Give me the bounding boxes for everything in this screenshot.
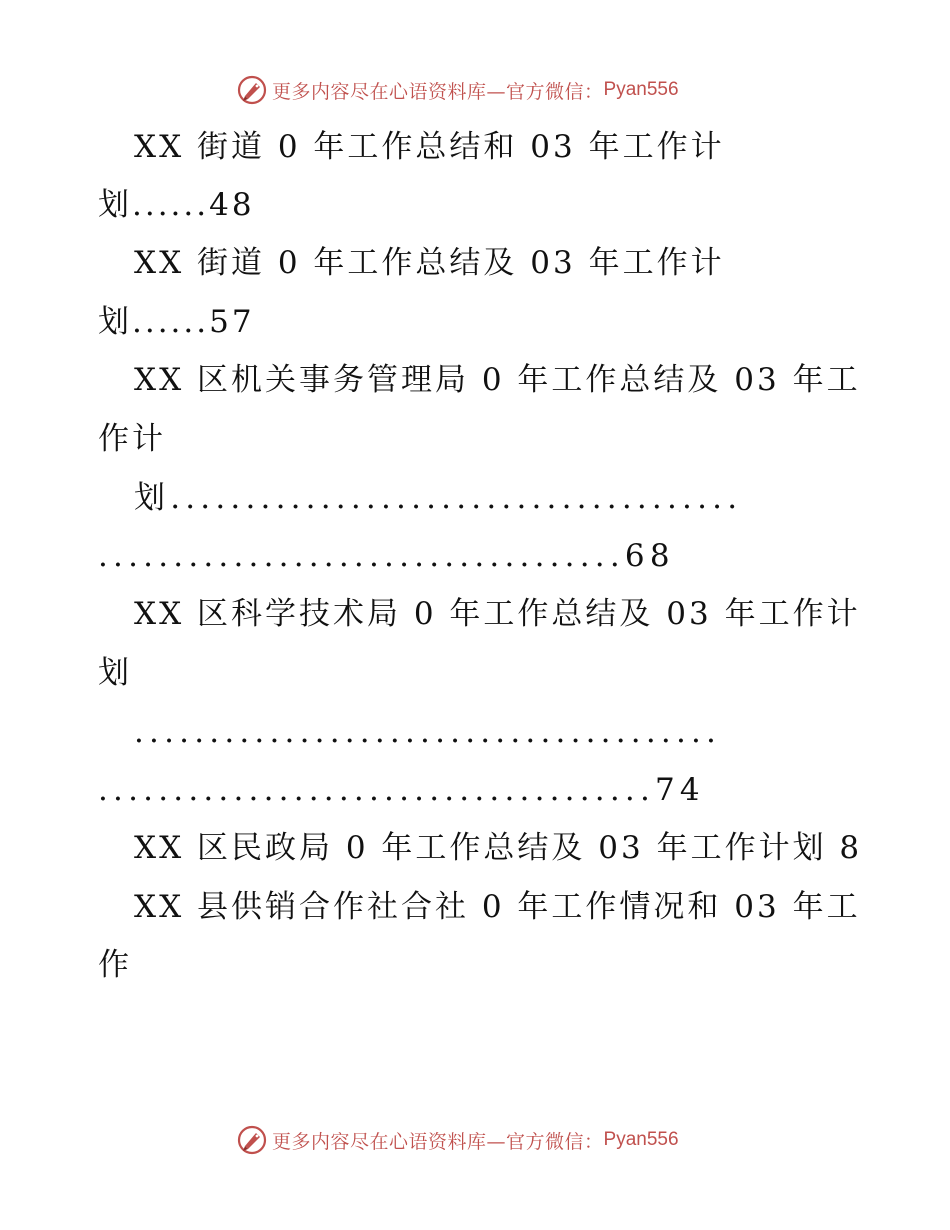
footer-watermark bbox=[236, 1122, 679, 1158]
toc-entry: XX 街道 0 年工作总结和 03 年工作计 bbox=[134, 129, 725, 165]
pen-nib-logo-icon bbox=[236, 74, 268, 106]
watermark-handle: Pyan556 bbox=[603, 1129, 679, 1150]
watermark-handle: Pyan556 bbox=[603, 79, 679, 100]
toc-dot-leader: 划...................................... bbox=[134, 480, 743, 516]
toc-entry: XX 区民政局 0 年工作总结及 03 年工作计划 8 bbox=[134, 830, 863, 866]
header-watermark bbox=[236, 72, 679, 108]
toc-entry: XX 区科学技术局 0 年工作总结及 03 年工作计 bbox=[134, 596, 861, 632]
watermark-text: 更多内容尽在心语资料库—官方微信： bbox=[272, 80, 604, 103]
toc-entry-page: 划......48 bbox=[98, 187, 255, 223]
toc-entry-continued: 作 bbox=[98, 947, 132, 983]
toc-dot-leader-page: .....................................74 bbox=[98, 772, 705, 808]
watermark-text: 更多内容尽在心语资料库—官方微信： bbox=[272, 1130, 604, 1153]
toc-dot-leader: ....................................... bbox=[134, 714, 722, 750]
toc-entry: XX 区机关事务管理局 0 年工作总结及 03 年工 bbox=[134, 362, 861, 398]
toc-dot-leader-page: ...................................68 bbox=[98, 538, 675, 574]
toc-entry-page: 划......57 bbox=[98, 304, 255, 340]
toc-entry-continued: 划 bbox=[98, 655, 132, 691]
toc-entry: XX 街道 0 年工作总结及 03 年工作计 bbox=[134, 245, 725, 281]
toc-entry: XX 县供销合作社合社 0 年工作情况和 03 年工 bbox=[134, 889, 861, 925]
toc-entry-continued: 作计 bbox=[98, 421, 166, 457]
pen-nib-logo-icon bbox=[236, 1124, 268, 1156]
